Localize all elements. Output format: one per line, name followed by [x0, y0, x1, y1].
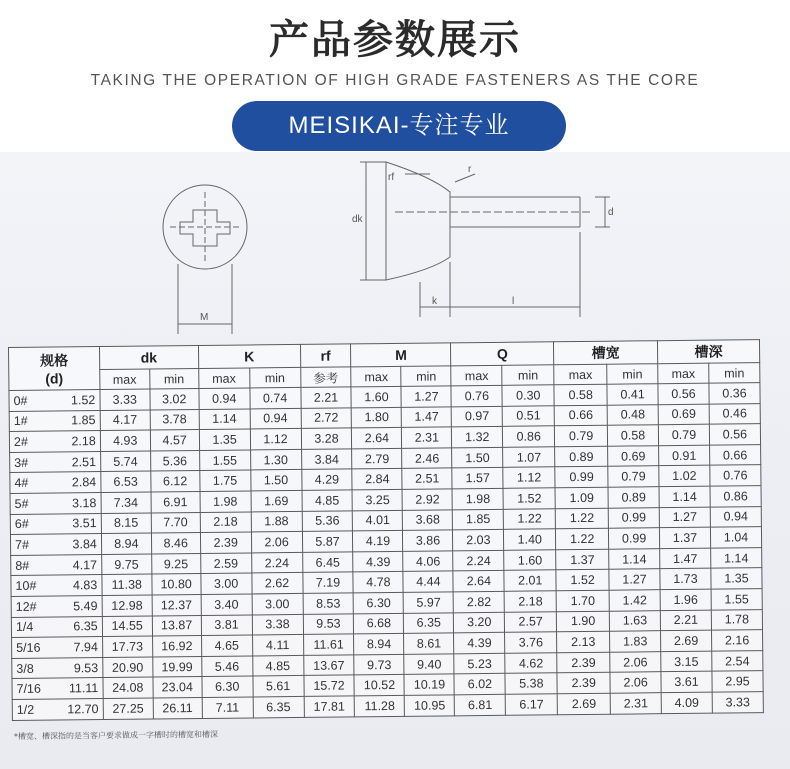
value-cell: 6.30	[202, 676, 253, 697]
value-cell: 1.14	[609, 548, 660, 569]
value-cell: 2.01	[504, 570, 556, 591]
value-cell: 1.27	[401, 386, 451, 407]
value-cell: 2.84	[352, 469, 402, 490]
value-cell: 3.84	[301, 449, 352, 470]
subheader-ref: 参考	[300, 367, 351, 388]
value-cell: 6.17	[505, 694, 557, 715]
page-subtitle: TAKING THE OPERATION OF HIGH GRADE FASTENERS AS THE CORE	[90, 72, 700, 89]
value-cell: 2.62	[251, 573, 302, 594]
value-cell: 3.25	[352, 489, 402, 510]
size-label: 5#	[14, 496, 29, 511]
value-cell: 3.33	[100, 389, 150, 410]
value-cell: 1.22	[556, 528, 609, 549]
size-label: 2#	[13, 434, 28, 449]
value-cell: 3.40	[201, 594, 252, 615]
value-cell: 0.51	[502, 405, 554, 426]
value-cell: 6.35	[404, 612, 454, 633]
size-cell	[12, 637, 103, 659]
value-cell: 0.58	[554, 384, 607, 405]
size-cell	[9, 410, 100, 432]
value-cell: 11.28	[355, 695, 405, 716]
value-cell: 5.97	[404, 592, 454, 613]
value-cell: 4.06	[403, 551, 453, 572]
value-cell: 6.12	[151, 471, 200, 492]
size-label: 0#	[13, 393, 28, 408]
value-cell: 1.88	[251, 511, 302, 532]
value-cell: 9.73	[354, 654, 404, 675]
value-cell: 2.57	[505, 611, 557, 632]
value-cell: 5.38	[505, 673, 557, 694]
value-cell: 4.44	[403, 571, 453, 592]
value-cell: 6.53	[101, 471, 151, 492]
value-cell: 9.25	[151, 553, 200, 574]
value-cell: 4.85	[302, 490, 353, 511]
value-cell: 2.31	[610, 693, 661, 714]
value-cell: 2.06	[251, 532, 302, 553]
value-cell: 3.61	[661, 671, 712, 692]
value-cell: 16.92	[152, 636, 201, 657]
value-cell: 2.03	[453, 529, 504, 550]
value-cell: 2.82	[453, 591, 504, 612]
value-cell: 2.69	[661, 630, 712, 651]
value-cell: 4.29	[301, 469, 352, 490]
size-label: 3#	[14, 455, 29, 470]
subheader-min: min	[709, 363, 760, 384]
value-cell: 8.94	[354, 633, 404, 654]
value-cell: 1.37	[659, 527, 710, 548]
value-cell: 1.47	[402, 406, 452, 427]
value-cell: 1.60	[351, 386, 401, 407]
size-diameter: 2.51	[71, 454, 97, 469]
dim-label-dk: dk	[352, 214, 363, 225]
value-cell: 3.28	[301, 428, 352, 449]
value-cell: 0.97	[452, 406, 503, 427]
value-cell: 2.39	[200, 532, 251, 553]
value-cell: 5.87	[302, 531, 353, 552]
value-cell: 4.17	[100, 410, 150, 431]
col-header-rf: rf	[300, 344, 351, 368]
value-cell: 2.24	[251, 552, 302, 573]
value-cell: 1.30	[250, 449, 301, 470]
value-cell: 3.15	[661, 651, 712, 672]
value-cell: 2.79	[352, 448, 402, 469]
value-cell: 2.54	[712, 650, 763, 671]
screw-technical-drawing	[0, 152, 790, 352]
value-cell: 2.69	[557, 693, 610, 714]
value-cell: 0.41	[607, 384, 658, 405]
value-cell: 1.50	[250, 470, 301, 491]
size-cell	[12, 678, 103, 700]
size-diameter: 3.84	[72, 537, 97, 552]
size-cell	[11, 595, 102, 617]
value-cell: 9.75	[101, 554, 151, 575]
value-cell: 1.50	[452, 447, 503, 468]
size-diameter: 3.18	[72, 495, 97, 511]
value-cell: 23.04	[153, 677, 202, 698]
value-cell: 4.19	[353, 531, 403, 552]
value-cell: 0.99	[609, 528, 660, 549]
value-cell: 6.68	[354, 613, 404, 634]
value-cell: 2.39	[557, 673, 610, 694]
value-cell: 4.09	[661, 692, 712, 713]
value-cell: 4.01	[353, 510, 403, 531]
value-cell: 12.98	[102, 595, 152, 616]
value-cell: 3.33	[712, 692, 763, 713]
value-cell: 4.78	[353, 572, 403, 593]
size-label: 7#	[14, 537, 30, 552]
size-label: 3/8	[16, 661, 34, 676]
col-header-slot-width: 槽宽	[554, 341, 658, 365]
value-cell: 1.14	[659, 486, 710, 507]
size-label: 6#	[14, 517, 29, 532]
dim-label-rf: rf	[388, 172, 395, 183]
value-cell: 7.19	[302, 572, 353, 593]
value-cell: 17.73	[102, 636, 152, 657]
value-cell: 1.52	[503, 488, 555, 509]
subheader-min: min	[249, 367, 300, 388]
size-cell	[12, 698, 103, 720]
value-cell: 0.79	[658, 424, 709, 445]
value-cell: 0.79	[608, 466, 659, 487]
value-cell: 2.92	[402, 489, 452, 510]
value-cell: 7.70	[151, 512, 200, 533]
size-diameter: 1.52	[70, 392, 96, 408]
value-cell: 1.09	[555, 487, 608, 508]
value-cell: 11.61	[303, 634, 354, 655]
value-cell: 20.90	[103, 657, 153, 678]
value-cell: 2.18	[504, 591, 556, 612]
value-cell: 0.69	[658, 404, 709, 425]
size-diameter: 4.17	[72, 557, 98, 572]
value-cell: 3.00	[201, 573, 252, 594]
size-label: 4#	[14, 475, 29, 491]
size-cell	[9, 431, 100, 453]
brand-badge: MEISIKAI-专注专业	[232, 101, 566, 151]
value-cell: 10.19	[404, 674, 454, 695]
value-cell: 2.46	[402, 448, 452, 469]
value-cell: 1.57	[452, 468, 503, 489]
value-cell: 0.94	[199, 388, 250, 409]
subheader-min: min	[149, 369, 198, 390]
value-cell: 14.55	[102, 616, 152, 637]
value-cell: 5.36	[150, 450, 199, 471]
value-cell: 1.37	[556, 549, 609, 570]
size-cell	[10, 472, 101, 494]
subheader-min: min	[607, 364, 658, 385]
value-cell: 1.90	[557, 611, 610, 632]
value-cell: 1.12	[250, 429, 301, 450]
dim-label-l: l	[512, 296, 515, 307]
size-diameter: 7.94	[73, 639, 99, 655]
value-cell: 8.53	[303, 593, 354, 614]
size-diameter: 1.85	[71, 413, 96, 428]
value-cell: 1.80	[352, 407, 402, 428]
value-cell: 13.87	[152, 615, 201, 636]
size-cell	[10, 534, 101, 556]
value-cell: 0.48	[607, 404, 658, 425]
size-label: 12#	[15, 599, 37, 614]
value-cell: 0.56	[709, 424, 760, 445]
value-cell: 26.11	[153, 697, 202, 718]
value-cell: 3.76	[505, 632, 557, 653]
size-label: 7/16	[16, 681, 41, 697]
value-cell: 2.18	[200, 512, 251, 533]
value-cell: 4.11	[252, 635, 303, 656]
value-cell: 1.40	[504, 529, 556, 550]
value-cell: 3.68	[403, 509, 453, 530]
value-cell: 19.99	[152, 656, 201, 677]
value-cell: 4.62	[505, 652, 557, 673]
value-cell: 5.36	[302, 510, 353, 531]
dim-label-d: d	[608, 207, 614, 218]
size-diameter: 2.84	[71, 475, 97, 490]
value-cell: 0.94	[250, 408, 301, 429]
value-cell: 2.39	[557, 652, 610, 673]
value-cell: 1.35	[199, 429, 250, 450]
value-cell: 1.22	[504, 508, 556, 529]
value-cell: 2.51	[402, 468, 452, 489]
value-cell: 8.61	[404, 633, 454, 654]
size-cell	[10, 513, 101, 535]
value-cell: 2.72	[301, 407, 352, 428]
value-cell: 10.80	[152, 574, 201, 595]
value-cell: 1.14	[711, 547, 762, 568]
size-label: 10#	[15, 578, 37, 594]
subheader-min: min	[401, 366, 451, 387]
value-cell: 24.08	[103, 677, 153, 698]
value-cell: 6.30	[354, 592, 404, 613]
value-cell: 10.52	[354, 675, 404, 696]
size-cell	[10, 493, 101, 515]
value-cell: 3.78	[150, 409, 199, 430]
col-header-slot-depth: 槽深	[658, 340, 760, 364]
value-cell: 7.34	[101, 492, 151, 513]
value-cell: 1.60	[504, 550, 556, 571]
value-cell: 1.96	[660, 589, 711, 610]
spec-table	[8, 339, 764, 720]
value-cell: 6.45	[302, 552, 353, 573]
value-cell: 3.86	[403, 530, 453, 551]
value-cell: 13.67	[303, 655, 354, 676]
value-cell: 4.39	[454, 632, 505, 653]
size-cell	[11, 575, 102, 597]
col-header-m: M	[351, 343, 451, 367]
value-cell: 1.47	[660, 548, 711, 569]
value-cell: 7.11	[202, 697, 253, 718]
col-header-dk: dk	[99, 346, 198, 370]
value-cell: 6.35	[253, 696, 304, 717]
value-cell: 1.78	[711, 609, 762, 630]
value-cell: 0.58	[607, 425, 658, 446]
size-diameter: 12.70	[67, 701, 99, 717]
value-cell: 4.85	[252, 655, 303, 676]
head-side-view	[386, 162, 450, 280]
value-cell: 4.93	[100, 430, 150, 451]
value-cell: 4.57	[150, 430, 199, 451]
value-cell: 3.00	[252, 593, 303, 614]
col-header-q: Q	[451, 342, 554, 366]
value-cell: 6.91	[151, 491, 200, 512]
size-cell	[10, 451, 101, 473]
value-cell: 0.89	[608, 487, 659, 508]
value-cell: 2.24	[453, 550, 504, 571]
subheader-max: max	[198, 368, 249, 389]
value-cell: 1.73	[660, 568, 711, 589]
value-cell: 17.81	[304, 696, 355, 717]
size-diameter: 2.18	[71, 434, 96, 449]
value-cell: 0.76	[451, 385, 502, 406]
value-cell: 1.55	[711, 589, 762, 610]
value-cell: 9.53	[303, 613, 354, 634]
col-header-k: K	[198, 344, 300, 368]
value-cell: 1.04	[710, 527, 761, 548]
size-diameter: 4.83	[72, 578, 98, 593]
size-diameter: 3.51	[72, 516, 97, 531]
value-cell: 4.65	[201, 635, 252, 656]
value-cell: 4.39	[353, 551, 403, 572]
size-diameter: 6.35	[73, 619, 98, 634]
value-cell: 2.95	[712, 671, 763, 692]
value-cell: 0.86	[503, 426, 555, 447]
dim-label-k: k	[432, 296, 437, 307]
value-cell: 2.31	[402, 427, 452, 448]
value-cell: 8.94	[101, 533, 151, 554]
value-cell: 1.35	[711, 568, 762, 589]
value-cell: 10.95	[405, 695, 455, 716]
value-cell: 1.63	[609, 610, 660, 631]
value-cell: 0.46	[709, 403, 760, 424]
value-cell: 2.64	[453, 571, 504, 592]
value-cell: 5.46	[201, 656, 252, 677]
value-cell: 2.59	[200, 553, 251, 574]
dim-label-r: r	[468, 164, 472, 175]
size-cell	[12, 657, 103, 679]
value-cell: 8.46	[151, 533, 200, 554]
value-cell: 2.13	[557, 631, 610, 652]
page-title: 产品参数展示	[269, 17, 521, 63]
value-cell: 0.69	[608, 445, 659, 466]
value-cell: 0.66	[710, 444, 761, 465]
size-label: 1/4	[15, 620, 34, 635]
value-cell: 0.86	[710, 486, 761, 507]
value-cell: 0.30	[502, 385, 554, 406]
value-cell: 1.27	[659, 507, 710, 528]
subheader-max: max	[658, 363, 709, 384]
value-cell: 0.66	[554, 405, 607, 426]
subheader-min: min	[502, 365, 554, 386]
value-cell: 5.61	[253, 676, 304, 697]
value-cell: 1.42	[609, 590, 660, 611]
value-cell: 1.69	[251, 490, 302, 511]
value-cell: 1.70	[556, 590, 609, 611]
value-cell: 3.38	[252, 614, 303, 635]
value-cell: 2.21	[300, 387, 351, 408]
value-cell: 6.81	[455, 694, 506, 715]
value-cell: 27.25	[103, 698, 153, 719]
value-cell: 0.99	[555, 467, 608, 488]
value-cell: 11.38	[102, 574, 152, 595]
value-cell: 3.81	[201, 614, 252, 635]
value-cell: 0.76	[710, 465, 761, 486]
value-cell: 5.74	[100, 451, 150, 472]
size-diameter: 11.11	[68, 681, 99, 696]
value-cell: 0.94	[710, 506, 761, 527]
size-label: 1/2	[16, 702, 35, 717]
value-cell: 1.98	[452, 488, 503, 509]
dim-label-m: M	[200, 312, 209, 323]
size-label: 1#	[13, 414, 28, 429]
footnote: *槽宽、槽深指的是当客户要求做成一字槽时的槽宽和槽深	[13, 729, 219, 742]
value-cell: 2.16	[711, 630, 762, 651]
value-cell: 9.40	[404, 654, 454, 675]
value-cell: 2.21	[660, 610, 711, 631]
value-cell: 0.89	[555, 446, 608, 467]
subheader-max: max	[451, 365, 502, 386]
value-cell: 6.02	[454, 674, 505, 695]
value-cell: 5.23	[454, 653, 505, 674]
value-cell: 0.91	[659, 445, 710, 466]
value-cell: 1.85	[453, 509, 504, 530]
subheader-max: max	[351, 366, 401, 387]
value-cell: 1.22	[555, 508, 608, 529]
value-cell: 8.15	[101, 513, 151, 534]
value-cell: 0.36	[709, 383, 760, 404]
size-label: 8#	[15, 558, 30, 573]
value-cell: 15.72	[303, 675, 354, 696]
size-diameter: 9.53	[73, 660, 99, 675]
value-cell: 0.56	[658, 383, 709, 404]
value-cell: 1.32	[452, 427, 503, 448]
size-label: 5/16	[16, 640, 41, 655]
size-cell	[11, 554, 102, 576]
value-cell: 1.27	[609, 569, 660, 590]
col-header-size: 规格 (d)	[9, 347, 100, 391]
value-cell: 2.64	[352, 428, 402, 449]
value-cell: 1.12	[503, 467, 555, 488]
value-cell: 1.55	[199, 450, 250, 471]
value-cell: 1.07	[503, 447, 555, 468]
value-cell: 3.20	[454, 612, 505, 633]
value-cell: 2.06	[610, 672, 661, 693]
size-cell	[9, 390, 100, 412]
value-cell: 0.99	[608, 507, 659, 528]
value-cell: 1.98	[200, 491, 251, 512]
value-cell: 2.06	[610, 651, 661, 672]
value-cell: 1.02	[659, 466, 710, 487]
value-cell: 0.74	[250, 387, 301, 408]
value-cell: 0.79	[555, 425, 608, 446]
subheader-max: max	[554, 364, 607, 385]
value-cell: 3.02	[150, 389, 199, 410]
value-cell: 1.52	[556, 570, 609, 591]
size-cell	[11, 616, 102, 638]
value-cell: 1.14	[199, 409, 250, 430]
spec-table-body	[9, 383, 763, 720]
size-diameter: 5.49	[73, 598, 98, 614]
value-cell: 12.37	[152, 594, 201, 615]
subheader-max: max	[100, 369, 150, 390]
value-cell: 1.75	[199, 470, 250, 491]
value-cell: 1.83	[610, 631, 661, 652]
